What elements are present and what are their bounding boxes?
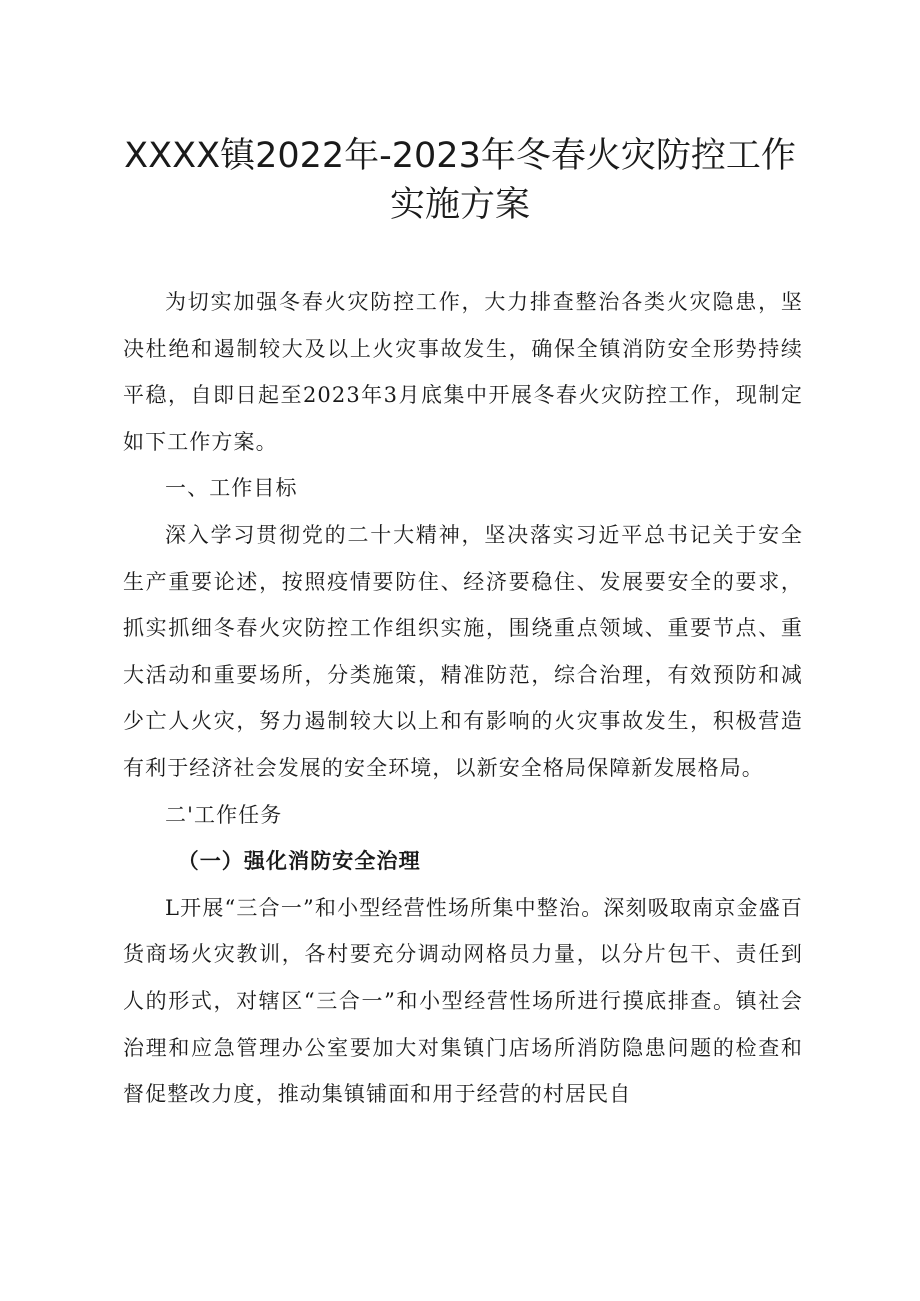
subsection-heading-fire-safety: （一）强化消防安全治理 bbox=[177, 848, 421, 874]
fire-safety-paragraph: L开展“三合一”和小型经营性场所集中整治。深刻吸取南京金盛百货商场火灾教训，各村要充分调动网格员力量，以分片包干、责任到人的形式，对辖区“三合一”和小型经营性场所进行摸底排查。镇社会治理和应急管理办公室要加大对集镇门店场所消防隐患问题的检查和督促整改力度，推动集镇铺面和用于经营的村居民自 bbox=[123, 895, 803, 1107]
document-body bbox=[123, 279, 803, 1118]
document-title-line1: XXXX镇2022年-2023年冬春火灾防控工作 bbox=[124, 136, 796, 176]
intro-paragraph: 为切实加强冬春火灾防控工作，大力排查整治各类火灾隐患，坚决杜绝和遏制较大及以上火灾事故发生，确保全镇消防安全形势持续平稳，自即日起至2023年3月底集中开展冬春火灾防控工作，现制定如下工作方案。 bbox=[123, 290, 803, 454]
section-heading-goals: 一、工作目标 bbox=[165, 476, 298, 501]
document-title-line2: 实施方案 bbox=[389, 185, 530, 225]
goals-paragraph: 深入学习贯彻党的二十大精神，坚决落实习近平总书记关于安全生产重要论述，按照疫情要防住、经济要稳住、发展要安全的要求，抓实抓细冬春火灾防控工作组织实施，围绕重点领域、重要节点、重大活动和重要场所，分类施策，精准防范，综合治理，有效预防和减少亡人火灾，努力遏制较大以上和有影响的火灾事故发生，积极营造有利于经济社会发展的安全环境，以新安全格局保障新发展格局。 bbox=[123, 522, 803, 780]
section-heading-tasks: 二'工作任务 bbox=[165, 802, 283, 827]
